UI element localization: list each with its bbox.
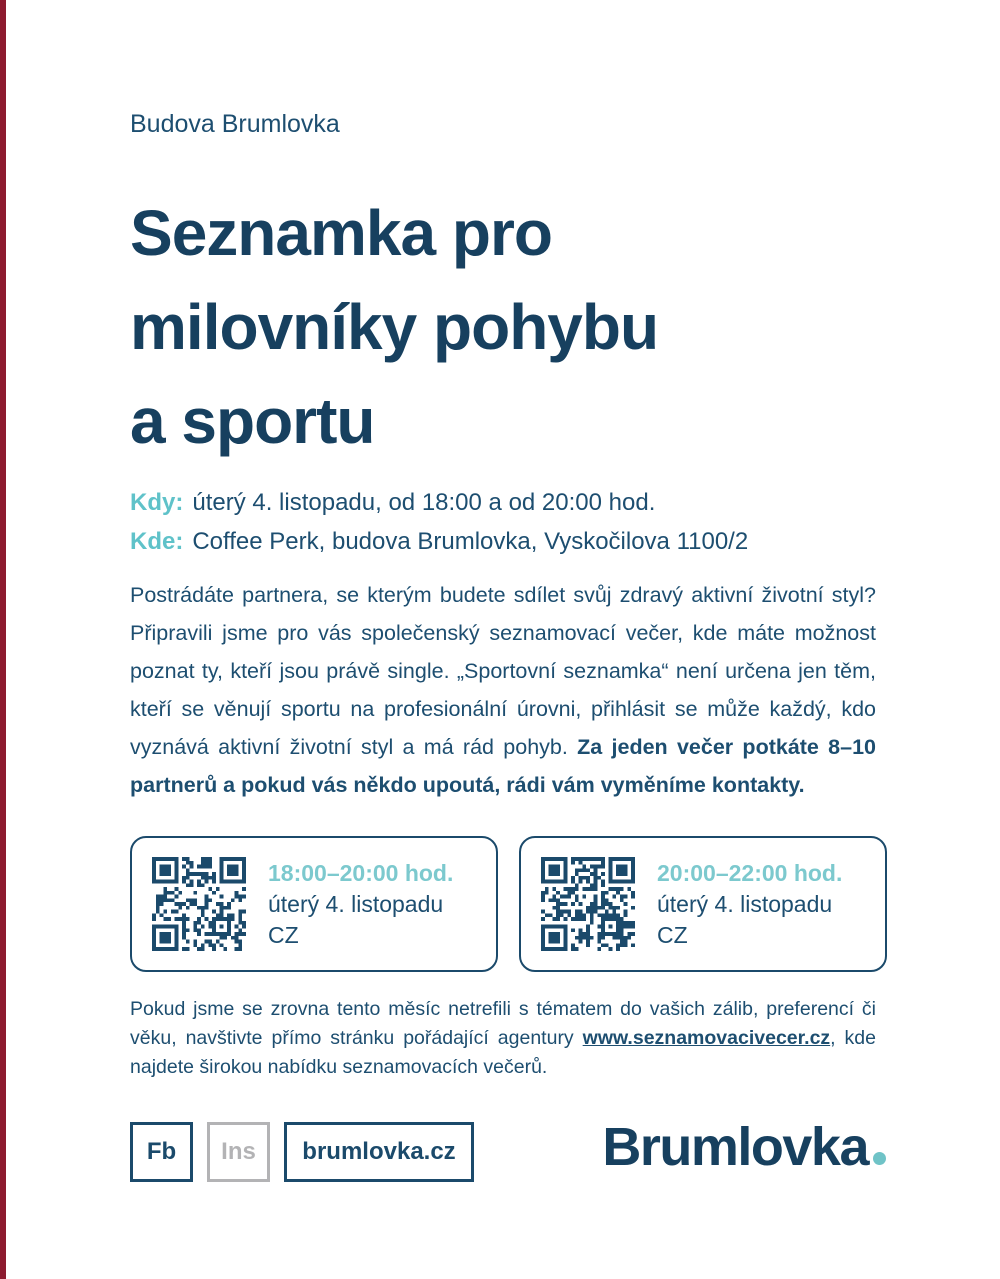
- session-1-date: úterý 4. listopadu: [268, 890, 444, 917]
- venue-label: Budova Brumlovka: [130, 110, 340, 138]
- outro-text-before: Pokud jsme se zrovna tento měsíc netrefili s tématem do vašich zálib, preferencí či věku, navštivte přímo stránku pořádající agentury: [130, 998, 876, 1049]
- session-card-2-text: [657, 858, 842, 951]
- event-details: [130, 483, 748, 561]
- where-label: Kde:: [130, 528, 184, 555]
- session-1-lang: CZ: [268, 921, 299, 948]
- qr-code-session-2: [541, 857, 635, 951]
- event-when-row: [130, 483, 748, 522]
- title-line-3: a sportu: [130, 385, 375, 457]
- brumlovka-logo-text: Brumlovka: [602, 1117, 868, 1177]
- session-card-2: [519, 836, 887, 972]
- intro-text: Postrádáte partnera, se kterým budete sdílet svůj zdravý aktivní životní styl? Připravili jsme pro vás společenský seznamovací večer, kde máte možnost poznat ty, kteří jsou právě single. „Sportovní seznamka“ není určena jen těm, kteří se věnují sportu na profesionální úrovni, přihlásit se může každý, kdo vyznává aktivní životní styl a má rád pohyb.: [130, 583, 876, 759]
- when-label: Kdy:: [130, 489, 184, 516]
- page-title: [130, 186, 658, 468]
- qr-code-session-1: [152, 857, 246, 951]
- facebook-button[interactable]: Fb: [130, 1122, 193, 1182]
- brumlovka-logo: [602, 1116, 886, 1178]
- outro-text-after: , kde najdete širokou nabídku seznamovacích večerů.: [130, 1027, 876, 1078]
- session-2-time: 20:00–22:00 hod.: [657, 859, 843, 886]
- event-where-row: [130, 522, 748, 561]
- session-2-lang: CZ: [657, 921, 688, 948]
- logo-dot: [873, 1152, 886, 1165]
- session-card-1-text: [268, 858, 453, 951]
- when-value: úterý 4. listopadu, od 18:00 a od 20:00 hod.: [192, 489, 656, 516]
- outro-paragraph: [130, 995, 876, 1082]
- session-2-date: úterý 4. listopadu: [657, 890, 833, 917]
- session-cards: [130, 836, 887, 972]
- session-1-time: 18:00–20:00 hod.: [268, 859, 454, 886]
- intro-text-bold: Za jeden večer potkáte 8–10 partnerů a pokud vás někdo upoutá, rádi vám vyměníme kontakty.: [130, 735, 877, 797]
- instagram-button[interactable]: Ins: [207, 1122, 270, 1182]
- session-card-1: [130, 836, 498, 972]
- accent-bar: [0, 0, 6, 1279]
- footer-buttons: [130, 1122, 474, 1182]
- title-line-2: milovníky pohybu: [130, 291, 659, 363]
- title-line-1: Seznamka pro: [130, 197, 552, 269]
- intro-paragraph: [130, 576, 876, 804]
- where-value: Coffee Perk, budova Brumlovka, Vyskočilova 1100/2: [192, 528, 749, 555]
- website-button[interactable]: brumlovka.cz: [284, 1122, 474, 1182]
- agency-link[interactable]: www.seznamovacivecer.cz: [582, 1027, 831, 1049]
